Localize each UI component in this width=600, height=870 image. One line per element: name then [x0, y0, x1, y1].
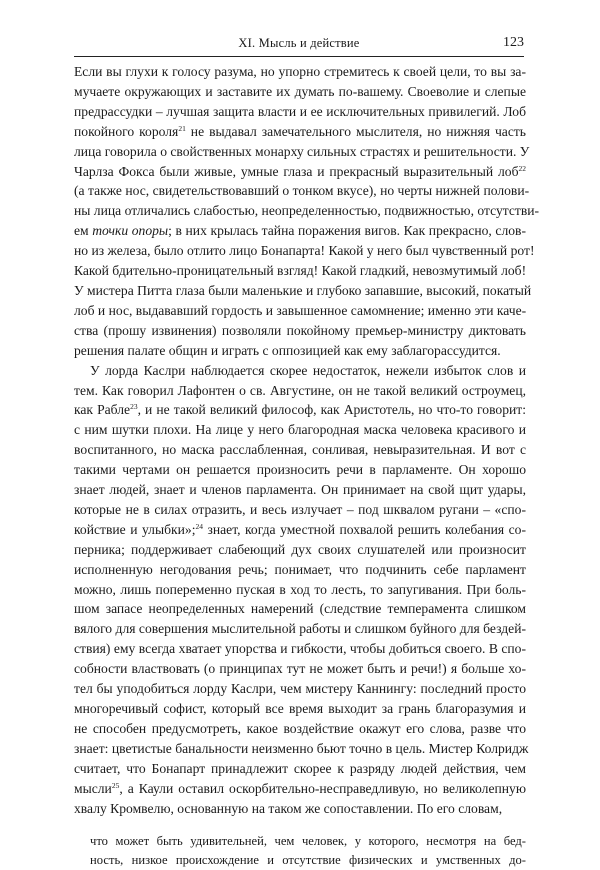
- paragraph-1: [74, 62, 540, 361]
- text-line: знает: цветистые банальности неизменно бьют точно в цель. Мистер Колридж: [74, 740, 529, 756]
- text-line: (а также нос, свидетельствовавший о тонком вкусе), но черты нижней полови-: [74, 183, 530, 199]
- spacer: [74, 818, 526, 832]
- body-text: [74, 62, 540, 870]
- text-line: ем точки опоры; в них крылась тайна поражения вигов. Как прекрасно, слов-: [74, 223, 526, 239]
- italic-term: точки опоры: [92, 223, 169, 239]
- text-line: ствия) ему всегда хватает упорства и гибкости, чтобы добиться своего. В спо-: [74, 641, 526, 657]
- text-line: перника; поддерживает слабеющий дух своих слушателей или произносит: [74, 541, 526, 557]
- text-line: с ним шутки плохи. На лице у него благородная маска человека красивого и: [74, 422, 526, 438]
- header-rule: [74, 56, 524, 57]
- text-line: воспитанного, но маска расслабленная, сонливая, невыразительная. И вот с: [74, 442, 526, 458]
- footnote-ref[interactable]: 23: [130, 402, 138, 412]
- text-line: тем. Как говорил Лафонтен о св. Августине, он не такой великий остроумец,: [74, 382, 526, 398]
- text-line: У мистера Питта глаза были маленькие и глубоко запавшие, высокий, покатый: [74, 282, 532, 298]
- text-line: Если вы глухи к голосу разума, но упорно стремитесь к своей цели, то вы за-: [74, 64, 526, 79]
- text-line: Чарлза Фокса были живые, умные глаза и прекрасный выразительный лоб$^{22}$: [74, 163, 526, 179]
- text-line: покойного короля$^{21}$ не выдавал замечательного мыслителя, но нижняя часть: [74, 123, 526, 139]
- text-line: лоб и нос, выдававший гордость и завышенное самомнение; именно эти каче-: [74, 302, 527, 318]
- text-line: мысли$^{25}$, а Каули оставил оскорбительно-несправедливую, но великолепную: [74, 780, 526, 796]
- block-quote: [74, 832, 526, 870]
- text-line: ны лица отличались слабостью, неопределенностью, подвижностью, отсутстви-: [74, 203, 540, 219]
- text-line: исполненную негодования речь; понимает, что подчинить себе парламент: [74, 561, 526, 577]
- text-line: такими чертами он решается произносить речи в парламенте. Он хорошо: [74, 462, 526, 478]
- chapter-title: XI. Мысль и действие: [238, 36, 360, 50]
- text-line: вялого для совершения мыслительной работы и слишком буйного для бездей-: [74, 621, 526, 637]
- text-line: считает, что Бонапарт принадлежит скорее к разряду людей действия, чем: [74, 760, 526, 776]
- text-line: хвалу Кромвелю, основанную на таком же сопоставлении. По его словам,: [74, 800, 503, 816]
- text-line: шом запасе неопределенных намерений (следствие темперамента слишком: [74, 601, 526, 617]
- text-line: но из железа, было отлито лицо Бонапарта! Какой у него был чувственный рот!: [74, 243, 535, 259]
- text-line: предрассудки – лучшая защита власти и ее исключительных привилегий. Лоб: [74, 103, 526, 119]
- text-line: знает людей, знает и членов парламента. Он принимает на свой щит удары,: [74, 482, 526, 498]
- page-number: 123: [503, 35, 524, 50]
- text-line: мучаете окружающих и заставите их думать по-вашему. Своеволие и слепые: [74, 83, 526, 99]
- text-line: лица говорила о свойственных монарху сильных страстях и решительности. У: [74, 143, 530, 159]
- footnote-ref[interactable]: 24: [195, 521, 203, 531]
- text-line: не способен предусмотреть, какое воздействие окажут его слова, разве что: [74, 720, 526, 736]
- text-line: можно, лишь попеременно пуская в ход то лесть, то запугивания. При боль-: [74, 581, 526, 597]
- footnote-ref[interactable]: 25: [111, 780, 120, 790]
- text-line: собности властвовать (о принципах тут не может быть и речи!) я больше хо-: [74, 661, 526, 677]
- text-line: койствие и улыбки»;$^{24}$ знает, когда уместной похвалой решить колебания со-: [74, 521, 526, 537]
- text-line: решения палате общин и играть с оппозицией как ему заблагорассудится.: [74, 342, 501, 358]
- text-line: У лорда Каслри наблюдается скорее недостаток, нежели избыток слов и: [90, 362, 526, 378]
- text-line: что может быть удивительней, чем человек, у которого, несмотря на бед-: [90, 834, 526, 849]
- text-line: ность, низкое происхождение и отсутствие физических и умственных до-: [90, 853, 526, 868]
- text-line: тел бы уподобиться лорду Каслри, чем мистеру Каннингу: последний просто: [74, 681, 526, 697]
- paragraph-2: [74, 361, 529, 819]
- text-line: ства (прошу извинения) позволяли покойному премьер-министру диктовать: [74, 322, 526, 338]
- text-line: которые не в силах отразить, и весь излучает – под шквалом ругани – «спо-: [74, 501, 526, 517]
- footnote-ref[interactable]: 21: [178, 123, 186, 133]
- text-line: многоречивый софист, который все время выходит за грань благоразумия и: [74, 701, 526, 716]
- footnote-ref[interactable]: 22: [518, 163, 526, 173]
- text-line: Какой бдительно-проницательный взгляд! Какой гладкий, невозмутимый лоб!: [74, 263, 527, 279]
- running-head: [74, 36, 524, 54]
- text-line: как Рабле$^{23}$, и не такой великий философ, как Аристотель, но что-то говорит:: [74, 402, 526, 418]
